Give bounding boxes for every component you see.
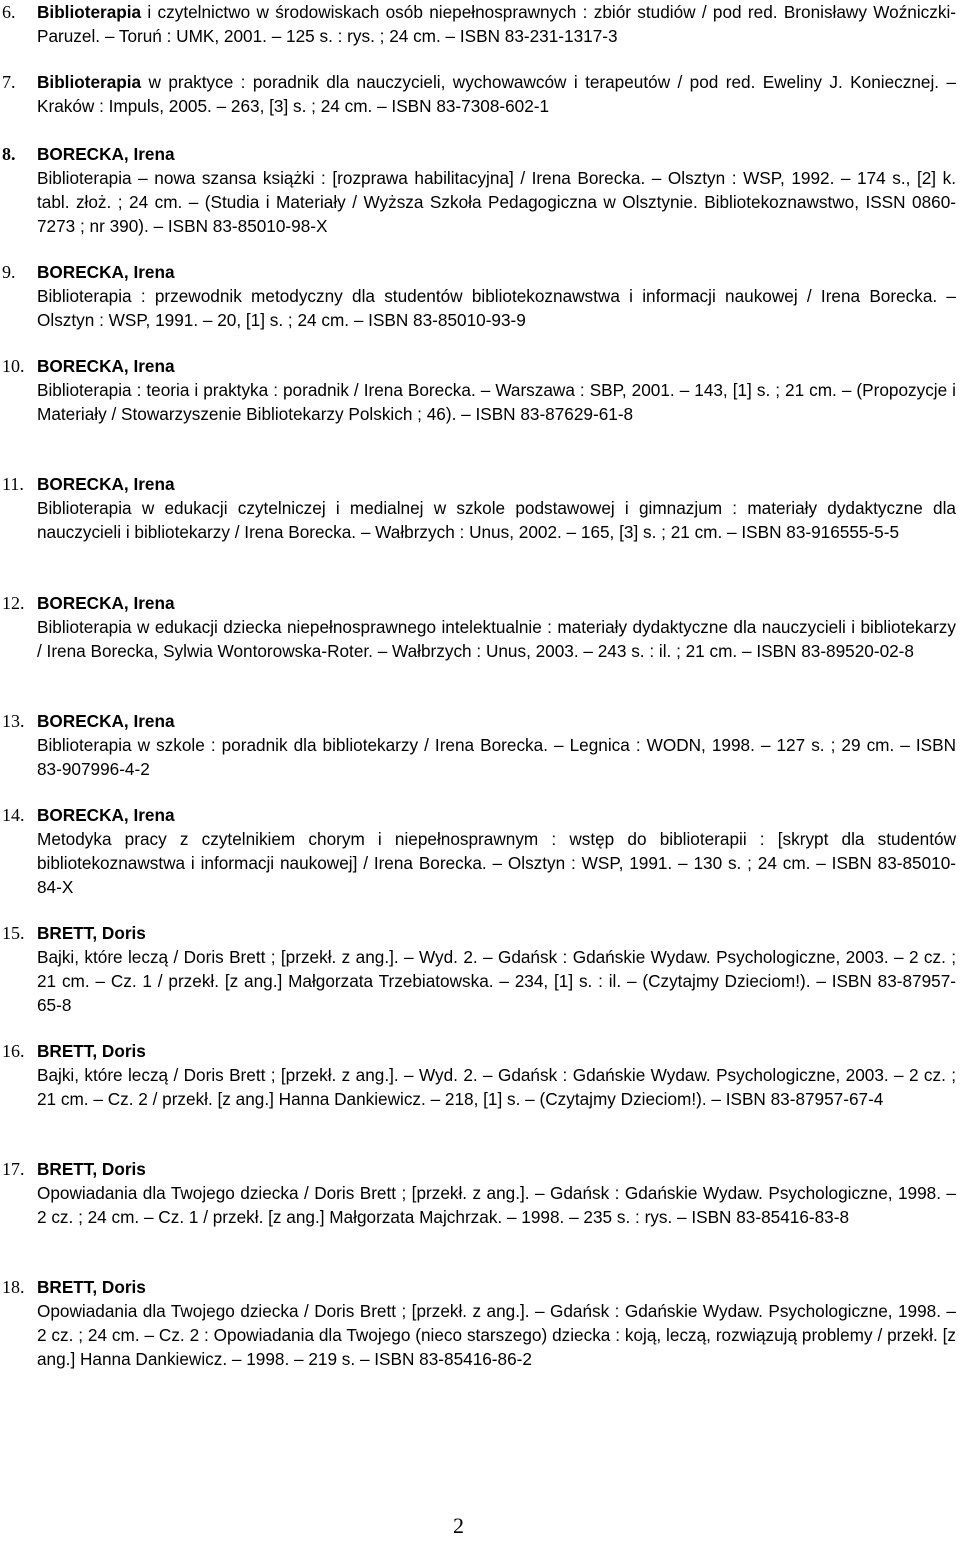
entry-number: 10. xyxy=(2,356,25,376)
entry-text: Biblioterapia w szkole : poradnik dla bibliotekarzy / Irena Borecka. – Legnica : WODN, 1998. – 127 s. ; 29 cm. – ISBN 83-907996-4-2 xyxy=(37,735,956,779)
entry-author: BORECKA, Irena xyxy=(37,474,175,494)
entry-text: w praktyce : poradnik dla nauczycieli, wychowawców i terapeutów / pod red. Eweliny J. Koniecznej. – Kraków : Impuls, 2005. – 263, [3] s. ; 24 cm. – ISBN 83-7308-602-1 xyxy=(37,72,956,116)
entry-text: Biblioterapia : teoria i praktyka : poradnik / Irena Borecka. – Warszawa : SBP, 2001. – 143, [1] s. ; 21 cm. – (Propozycje i Materiały / Stowarzyszenie Bibliotekarzy Polskich ; 46). – ISBN 83-87629-61-8 xyxy=(37,380,956,424)
entry-text: Biblioterapia : przewodnik metodyczny dla studentów bibliotekoznawstwa i informacji naukowej / Irena Borecka. – Olsztyn : WSP, 1991. – 20, [1] s. ; 24 cm. – ISBN 83-85010-93-9 xyxy=(37,286,956,330)
entry-text: Biblioterapia w edukacji dziecka niepełnosprawnego intelektualnie : materiały dydaktyczne dla nauczycieli i bibliotekarzy / Irena Borecka, Sylwia Wontorowska-Roter. – Wałbrzych : Unus, 2003. – 243 s. : il. ; 21 cm. – ISBN 83-89520-02-8 xyxy=(37,617,956,661)
entry-text: Bajki, które leczą / Doris Brett ; [przekł. z ang.]. – Wyd. 2. – Gdańsk : Gdańskie Wydaw. Psychologiczne, 2003. – 2 cz. ; 21 cm. – Cz. 1 / przekł. [z ang.] Małgorzata Trzebiatowska. – 234, [1] s. : il. – (Czytajmy Dzieciom!). – ISBN 83-87957-65-8 xyxy=(37,947,956,1015)
entry-text: i czytelnictwo w środowiskach osób niepełnosprawnych : zbiór studiów / pod red. Bronisławy Woźniczki-Paruzel. – Toruń : UMK, 2001. – 125 s. : rys. ; 24 cm. – ISBN 83-231-1317-3 xyxy=(37,2,956,46)
entry-number: 16. xyxy=(2,1041,25,1061)
entry-body xyxy=(37,472,956,544)
entry-text: Metodyka pracy z czytelnikiem chorym i niepełnosprawnym : wstęp do biblioterapii : [skrypt dla studentów bibliotekoznawstwa i informacji naukowej] / Irena Borecka. – Olsztyn : WSP, 1991. – 130 s. ; 24 cm. – ISBN 83-85010-84-X xyxy=(37,829,956,897)
entry-text: Opowiadania dla Twojego dziecka / Doris Brett ; [przekł. z ang.]. – Gdańsk : Gdańskie Wydaw. Psychologiczne, 1998. – 2 cz. ; 24 cm. – Cz. 2 : Opowiadania dla Twojego (nieco starszego) dziecka : koją, leczą, rozwiązują problemy / przekł. [z ang.] Hanna Dankiewicz. – 1998. – 219 s. – ISBN 83-85416-86-2 xyxy=(37,1301,956,1369)
entry-body xyxy=(37,709,956,781)
entry-author: BORECKA, Irena xyxy=(37,262,175,282)
entry-body xyxy=(37,1275,956,1371)
entry-author: BORECKA, Irena xyxy=(37,356,175,376)
entry-author: BORECKA, Irena xyxy=(37,805,175,825)
entry-number: 12. xyxy=(2,593,25,613)
entry-body xyxy=(37,70,956,118)
page-number: 2 xyxy=(453,1513,464,1538)
entry-title: Biblioterapia xyxy=(37,2,142,22)
entry-title: Biblioterapia xyxy=(37,72,142,92)
entry-number: 7. xyxy=(2,72,16,92)
entry-author: BRETT, Doris xyxy=(37,1159,146,1179)
entry-number: 11. xyxy=(2,474,24,494)
entry-body xyxy=(37,803,956,899)
entry-text: Biblioterapia – nowa szansa książki : [rozprawa habilitacyjna] / Irena Borecka. – Olsztyn : WSP, 1992. – 174 s., [2] k. tabl. złoż. ; 24 cm. – (Studia i Materiały / Wyższa Szkoła Pedagogiczna w Olsztynie. Bibliotekoznawstwo, ISSN 0860-7273 ; nr 390). – ISBN 83-85010-98-X xyxy=(37,168,956,236)
entry-number: 18. xyxy=(2,1277,25,1297)
entry-number: 9. xyxy=(2,262,16,282)
entry-text: Biblioterapia w edukacji czytelniczej i medialnej w szkole podstawowej i gimnazjum : materiały dydaktyczne dla nauczycieli i bibliotekarzy / Irena Borecka. – Wałbrzych : Unus, 2002. – 165, [3] s. ; 21 cm. – ISBN 83-916555-5-5 xyxy=(37,498,956,542)
entry-body xyxy=(37,1039,956,1111)
entry-number: 15. xyxy=(2,923,25,943)
entry-body xyxy=(37,142,956,238)
entry-body xyxy=(37,0,956,48)
entry-author: BRETT, Doris xyxy=(37,1041,146,1061)
entry-text: Bajki, które leczą / Doris Brett ; [przekł. z ang.]. – Wyd. 2. – Gdańsk : Gdańskie Wydaw. Psychologiczne, 2003. – 2 cz. ; 21 cm. – Cz. 2 / przekł. [z ang.] Hanna Dankiewicz. – 218, [1] s. – (Czytajmy Dzieciom!). – ISBN 83-87957-67-4 xyxy=(37,1065,956,1109)
entry-author: BORECKA, Irena xyxy=(37,593,175,613)
entry-number: 13. xyxy=(2,711,25,731)
entry-body xyxy=(37,354,956,426)
entry-number: 6. xyxy=(2,2,16,22)
entry-author: BORECKA, Irena xyxy=(37,711,175,731)
entry-author: BRETT, Doris xyxy=(37,923,146,943)
entry-author: BORECKA, Irena xyxy=(37,144,175,164)
entry-body xyxy=(37,921,956,1017)
entry-author: BRETT, Doris xyxy=(37,1277,146,1297)
entry-body xyxy=(37,1157,956,1229)
entry-body xyxy=(37,591,956,663)
entry-number: 14. xyxy=(2,805,25,825)
entry-number: 17. xyxy=(2,1159,25,1179)
entry-number: 8. xyxy=(2,144,16,164)
entry-text: Opowiadania dla Twojego dziecka / Doris Brett ; [przekł. z ang.]. – Gdańsk : Gdańskie Wydaw. Psychologiczne, 1998. – 2 cz. ; 24 cm. – Cz. 1 / przekł. [z ang.] Małgorzata Majchrzak. – 1998. – 235 s. : rys. – ISBN 83-85416-83-8 xyxy=(37,1183,956,1227)
entry-body xyxy=(37,260,956,332)
